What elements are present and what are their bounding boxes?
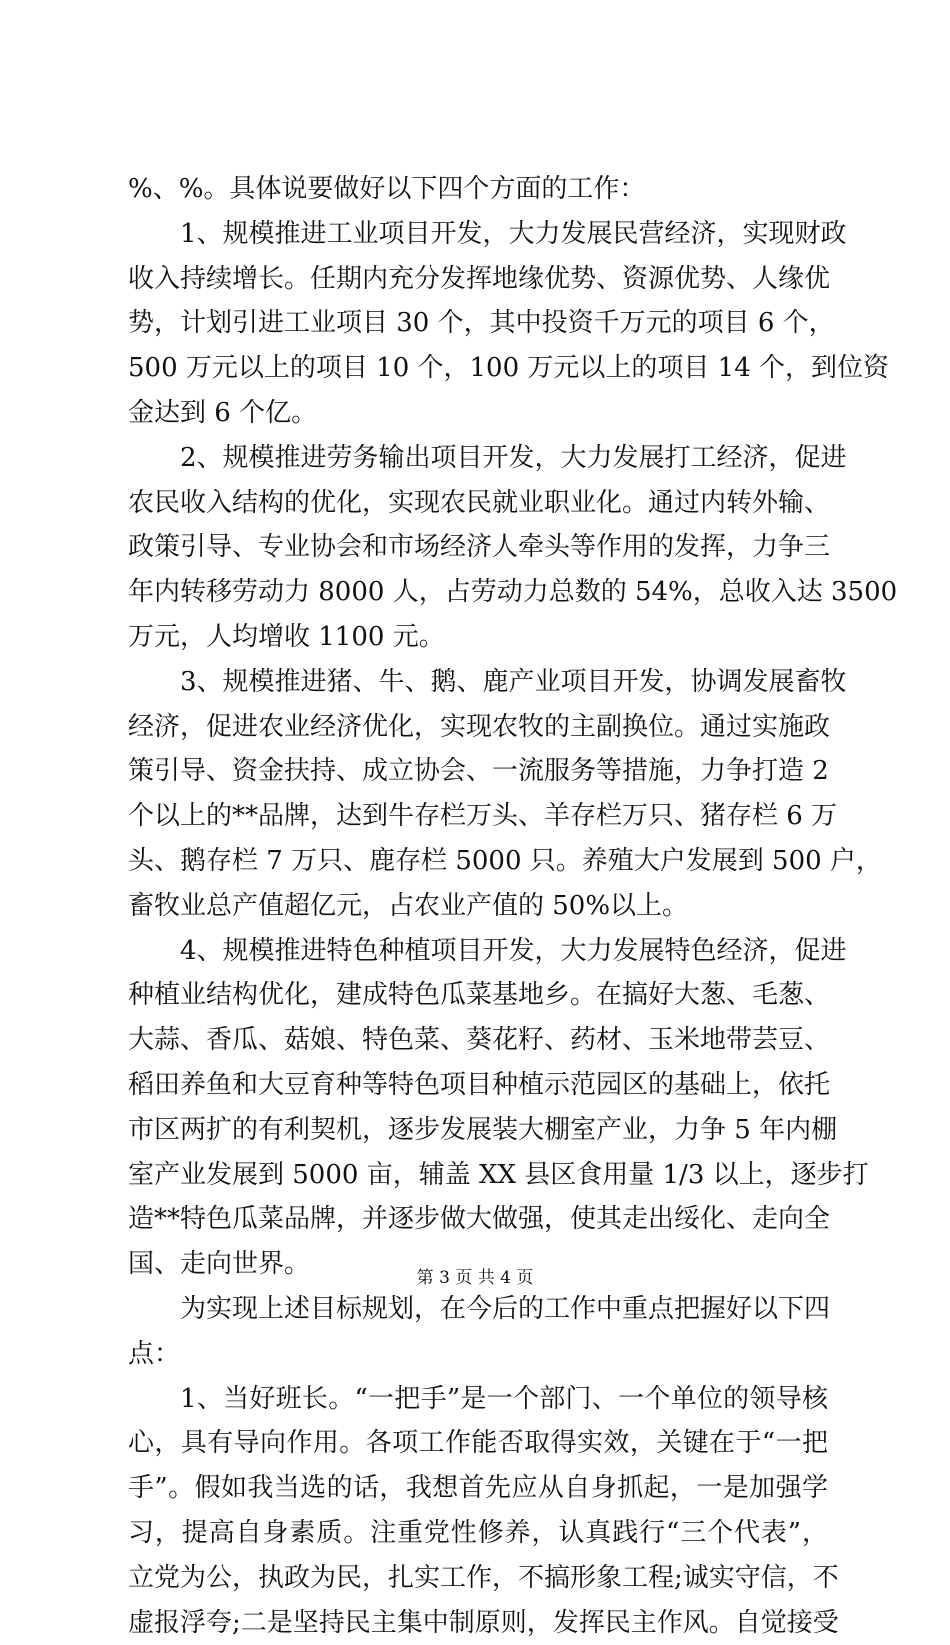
- text-line: 经济，促进农业经济优化，实现农牧的主副换位。通过实施政: [128, 705, 828, 750]
- text-line: 畜牧业总产值超亿元，占农业产值的 50%以上。: [128, 884, 828, 929]
- text-line: 手”。假如我当选的话，我想首先应从自身抓起，一是加强学: [128, 1466, 828, 1511]
- text-line: 农民收入结构的优化，实现农民就业职业化。通过内转外输、: [128, 481, 828, 526]
- page-footer: 第 3 页 共 4 页: [0, 1266, 950, 1290]
- text-line: 势，计划引进工业项目 30 个，其中投资千万元的项目 6 个，: [128, 301, 828, 346]
- text-line: 1、当好班长。“一把手”是一个部门、一个单位的领导核: [128, 1377, 828, 1422]
- text-line: 2、规模推进劳务输出项目开发，大力发展打工经济，促进: [128, 436, 828, 481]
- text-line: 策引导、资金扶持、成立协会、一流服务等措施，力争打造 2: [128, 749, 828, 794]
- text-line: 虚报浮夸;二是坚持民主集中制原则，发挥民主作风。自觉接受: [128, 1601, 828, 1645]
- text-line: 4、规模推进特色种植项目开发，大力发展特色经济，促进: [128, 929, 828, 974]
- text-line: 立党为公，执政为民，扎实工作，不搞形象工程;诚实守信，不: [128, 1556, 828, 1601]
- text-line: 1、规模推进工业项目开发，大力发展民营经济，实现财政: [128, 212, 828, 257]
- text-line: 500 万元以上的项目 10 个，100 万元以上的项目 14 个，到位资: [128, 346, 828, 391]
- text-line: 收入持续增长。任期内充分发挥地缘优势、资源优势、人缘优: [128, 257, 828, 302]
- text-line: 习，提高自身素质。注重党性修养，认真践行“三个代表”，: [128, 1511, 828, 1556]
- text-line: 金达到 6 个亿。: [128, 391, 828, 436]
- text-line: 心，具有导向作用。各项工作能否取得实效，关键在于“一把: [128, 1421, 828, 1466]
- text-line: 万元，人均增收 1100 元。: [128, 615, 828, 660]
- text-line: 为实现上述目标规划，在今后的工作中重点把握好以下四: [128, 1287, 828, 1332]
- text-line: 稻田养鱼和大豆育种等特色项目种植示范园区的基础上，依托: [128, 1063, 828, 1108]
- text-line: 个以上的**品牌，达到牛存栏万头、羊存栏万只、猪存栏 6 万: [128, 794, 828, 839]
- text-line: 年内转移劳动力 8000 人，占劳动力总数的 54%，总收入达 3500: [128, 570, 828, 615]
- text-line: 大蒜、香瓜、菇娘、特色菜、葵花籽、药材、玉米地带芸豆、: [128, 1018, 828, 1063]
- text-line: 点：: [128, 1332, 828, 1377]
- text-line: %、%。具体说要做好以下四个方面的工作：: [128, 167, 828, 212]
- text-line: 国、走向世界。: [128, 1242, 828, 1287]
- text-line: 政策引导、专业协会和市场经济人牵头等作用的发挥，力争三: [128, 525, 828, 570]
- text-line: 室产业发展到 5000 亩，辅盖 XX 县区食用量 1/3 以上，逐步打: [128, 1153, 828, 1198]
- text-line: 造**特色瓜菜品牌，并逐步做大做强，使其走出绥化、走向全: [128, 1197, 828, 1242]
- text-line: 3、规模推进猪、牛、鹅、鹿产业项目开发，协调发展畜牧: [128, 660, 828, 705]
- text-line: 市区两扩的有利契机，逐步发展装大棚室产业，力争 5 年内棚: [128, 1108, 828, 1153]
- text-line: 头、鹅存栏 7 万只、鹿存栏 5000 只。养殖大户发展到 500 户，: [128, 839, 828, 884]
- text-line: 种植业结构优化，建成特色瓜菜基地乡。在搞好大葱、毛葱、: [128, 973, 828, 1018]
- document-body: [128, 167, 828, 1645]
